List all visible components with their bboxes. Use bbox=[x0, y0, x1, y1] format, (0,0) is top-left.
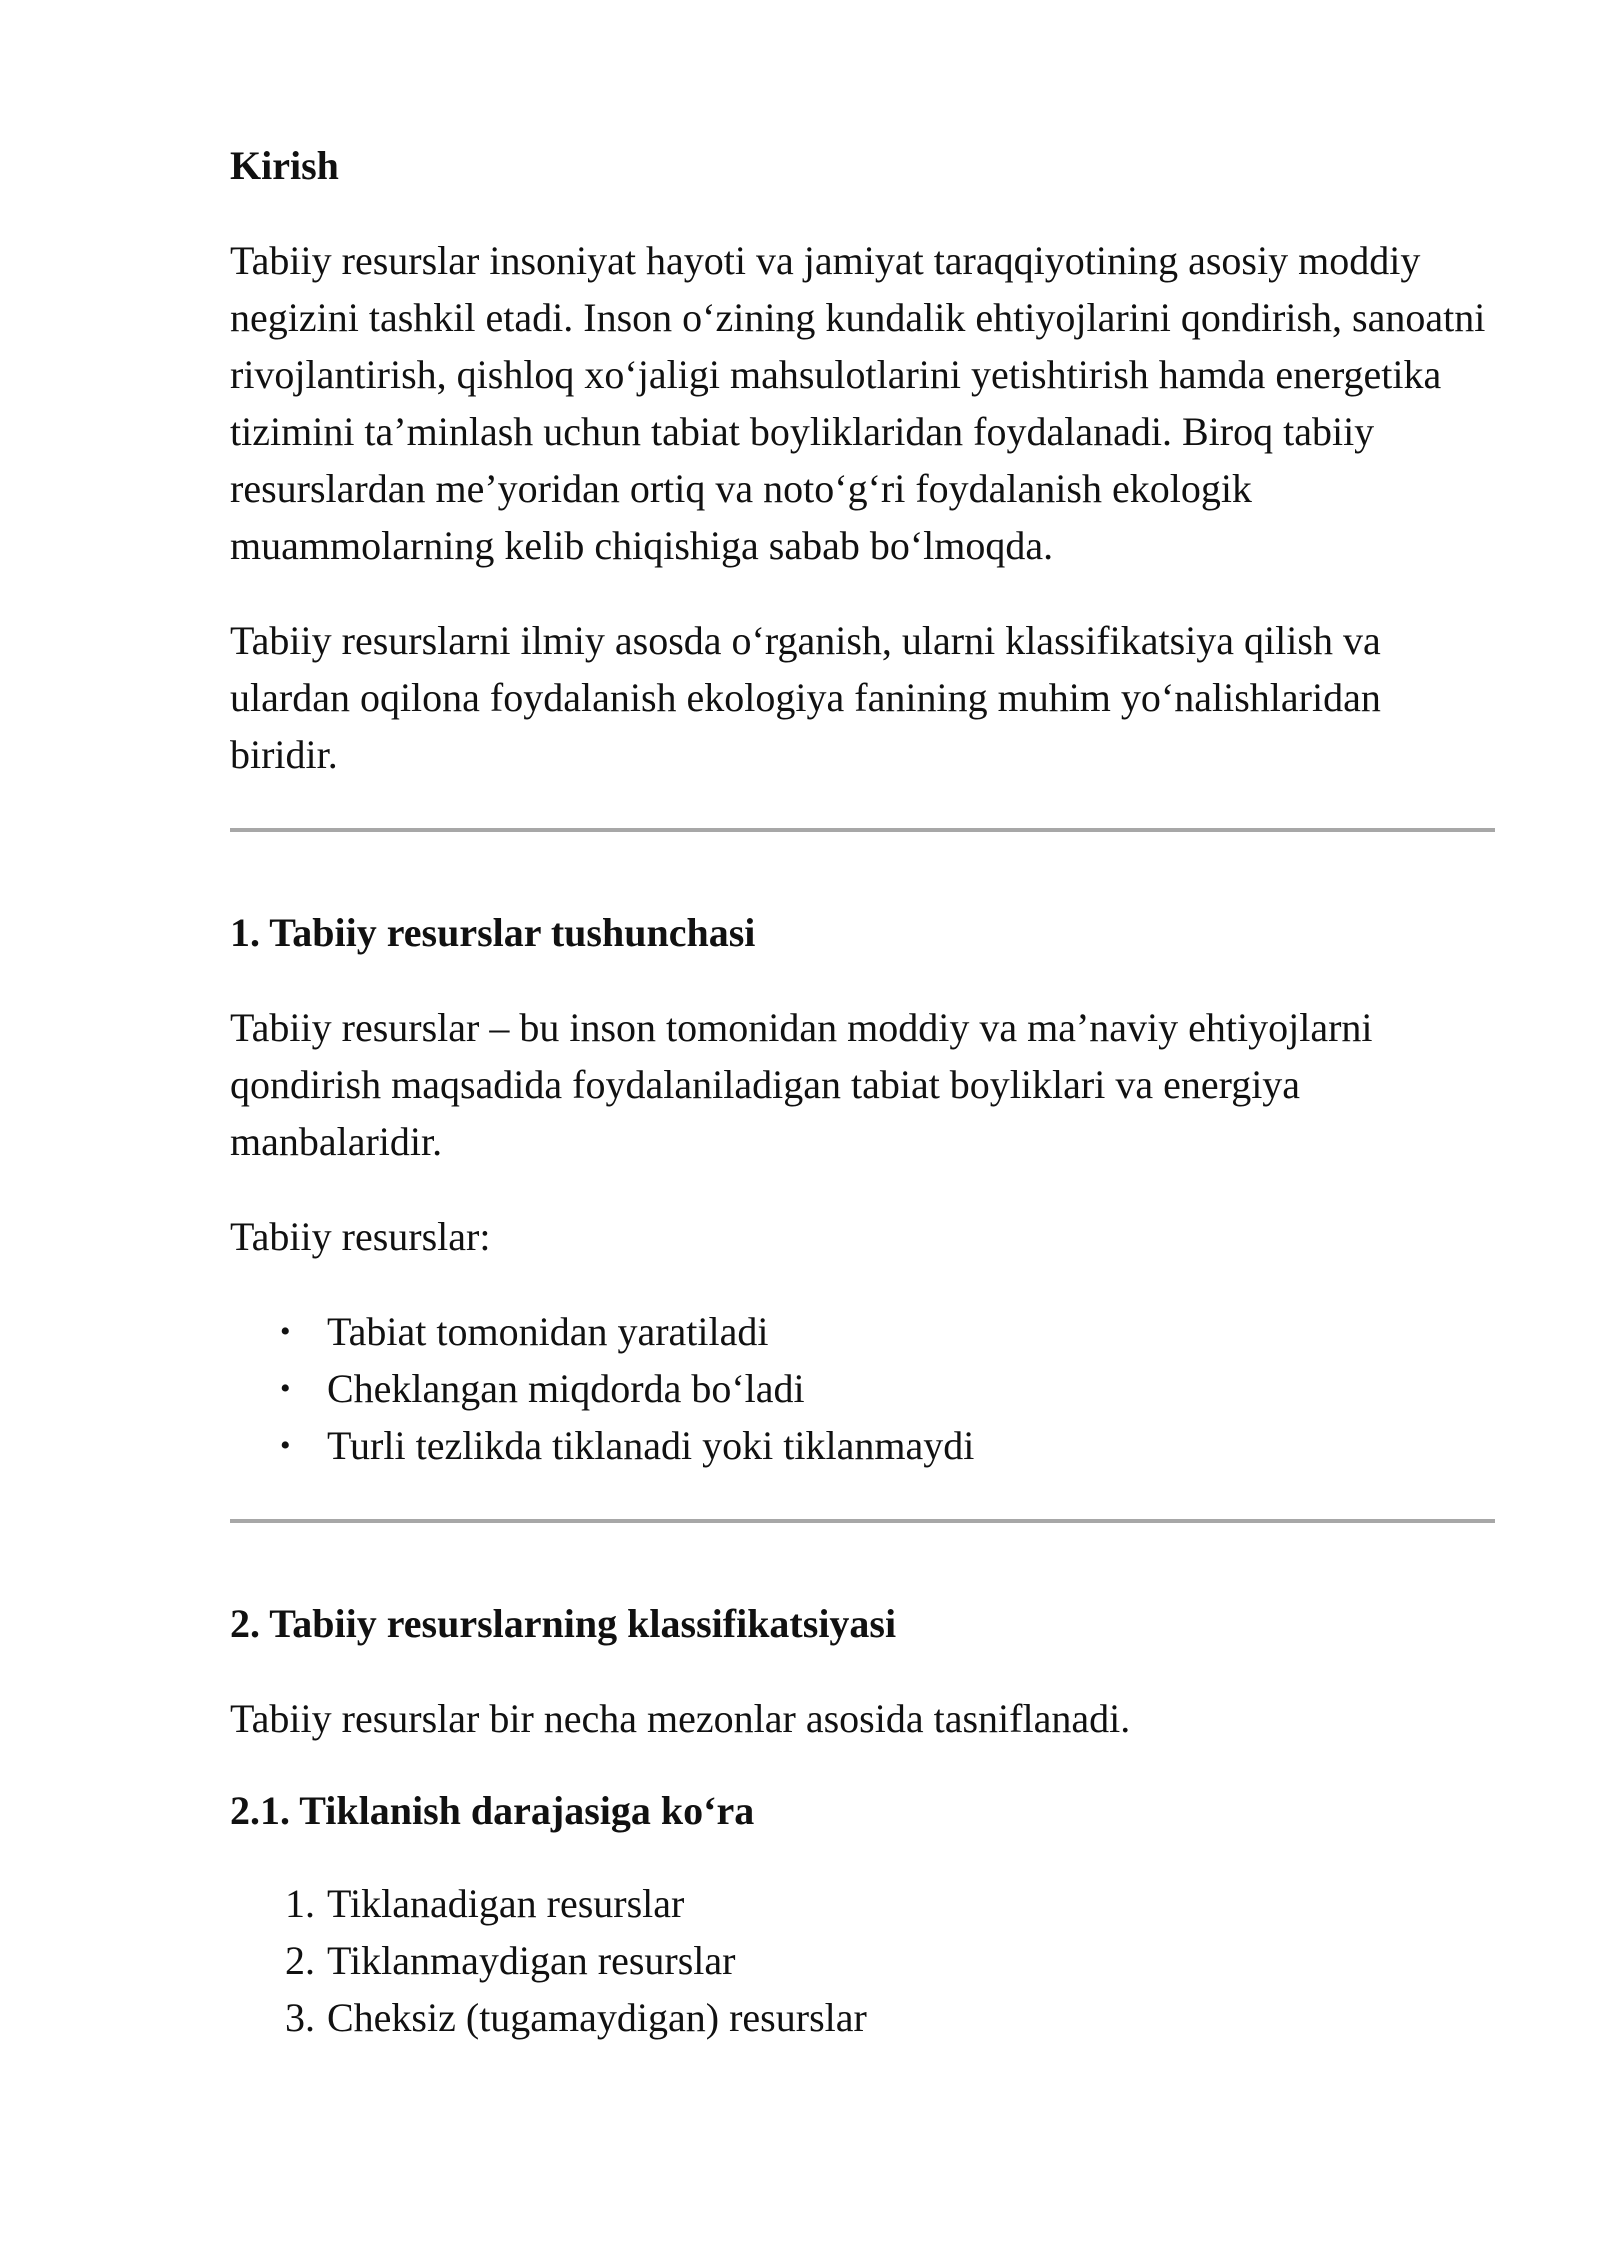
list-item-text: Turli tezlikda tiklanadi yoki tiklanmaydi bbox=[327, 1423, 975, 1468]
list-item bbox=[230, 1303, 1495, 1360]
list-item bbox=[230, 1875, 1495, 1932]
list-item-text: Cheksiz (tugamaydigan) resurslar bbox=[327, 1995, 867, 2040]
intro-paragraph-1: Tabiiy resurslar insoniyat hayoti va jamiyat taraqqiyotining asosiy moddiy negizini tashkil etadi. Inson o‘zining kundalik ehtiyojlarini qondirish, sanoatni rivojlantirish, qishloq xo‘jaligi mahsulotlarini yetishtirish hamda energetika tizimini ta’minlash uchun tabiat boyliklaridan foydalanadi. Biroq tabiiy resurslardan me’yoridan ortiq va noto‘g‘ri foydalanish ekologik muammolarning kelib chiqishiga sabab bo‘lmoqda. bbox=[230, 238, 1486, 568]
section2-heading: 2. Tabiiy resurslarning klassifikatsiyasi bbox=[230, 1601, 897, 1646]
list-item bbox=[230, 1932, 1495, 1989]
list-number: 2. bbox=[285, 1938, 315, 1983]
section-divider-2 bbox=[230, 1519, 1495, 1523]
list-item bbox=[230, 1989, 1495, 2046]
list-item-text: Tiklanmaydigan resurslar bbox=[327, 1938, 736, 1983]
list-item-text: Cheklangan miqdorda bo‘ladi bbox=[327, 1366, 805, 1411]
list-item bbox=[230, 1360, 1495, 1417]
bullet-marker: • bbox=[280, 1429, 291, 1462]
section-divider-1 bbox=[230, 828, 1495, 832]
bullet-marker: • bbox=[280, 1372, 291, 1405]
subsection-heading: 2.1. Tiklanish darajasiga ko‘ra bbox=[230, 1788, 755, 1833]
section1-definition: Tabiiy resurslar – bu inson tomonidan moddiy va ma’naviy ehtiyojlarni qondirish maqsadida foydalaniladigan tabiat boyliklari va energiya manbalaridir. bbox=[230, 1005, 1373, 1164]
intro-heading: Kirish bbox=[230, 143, 339, 188]
list-number: 1. bbox=[285, 1881, 315, 1926]
document-page bbox=[230, 140, 1495, 2046]
intro-paragraph-2: Tabiiy resurslarni ilmiy asosda o‘rganish, ularni klassifikatsiya qilish va ulardan oqilona foydalanish ekologiya fanining muhim yo‘nalishlaridan biridir. bbox=[230, 618, 1381, 777]
section1-list-intro: Tabiiy resurslar: bbox=[230, 1214, 491, 1259]
list-item-text: Tabiat tomonidan yaratiladi bbox=[327, 1309, 769, 1354]
bullet-marker: • bbox=[280, 1315, 291, 1348]
section1-heading: 1. Tabiiy resurslar tushunchasi bbox=[230, 910, 756, 955]
list-item bbox=[230, 1417, 1495, 1474]
list-item-text: Tiklanadigan resurslar bbox=[327, 1881, 685, 1926]
subsection-numbered-list bbox=[230, 1875, 1495, 2046]
section2-paragraph: Tabiiy resurslar bir necha mezonlar asosida tasniflanadi. bbox=[230, 1696, 1131, 1741]
list-number: 3. bbox=[285, 1995, 315, 2040]
section1-bullet-list bbox=[230, 1303, 1495, 1474]
